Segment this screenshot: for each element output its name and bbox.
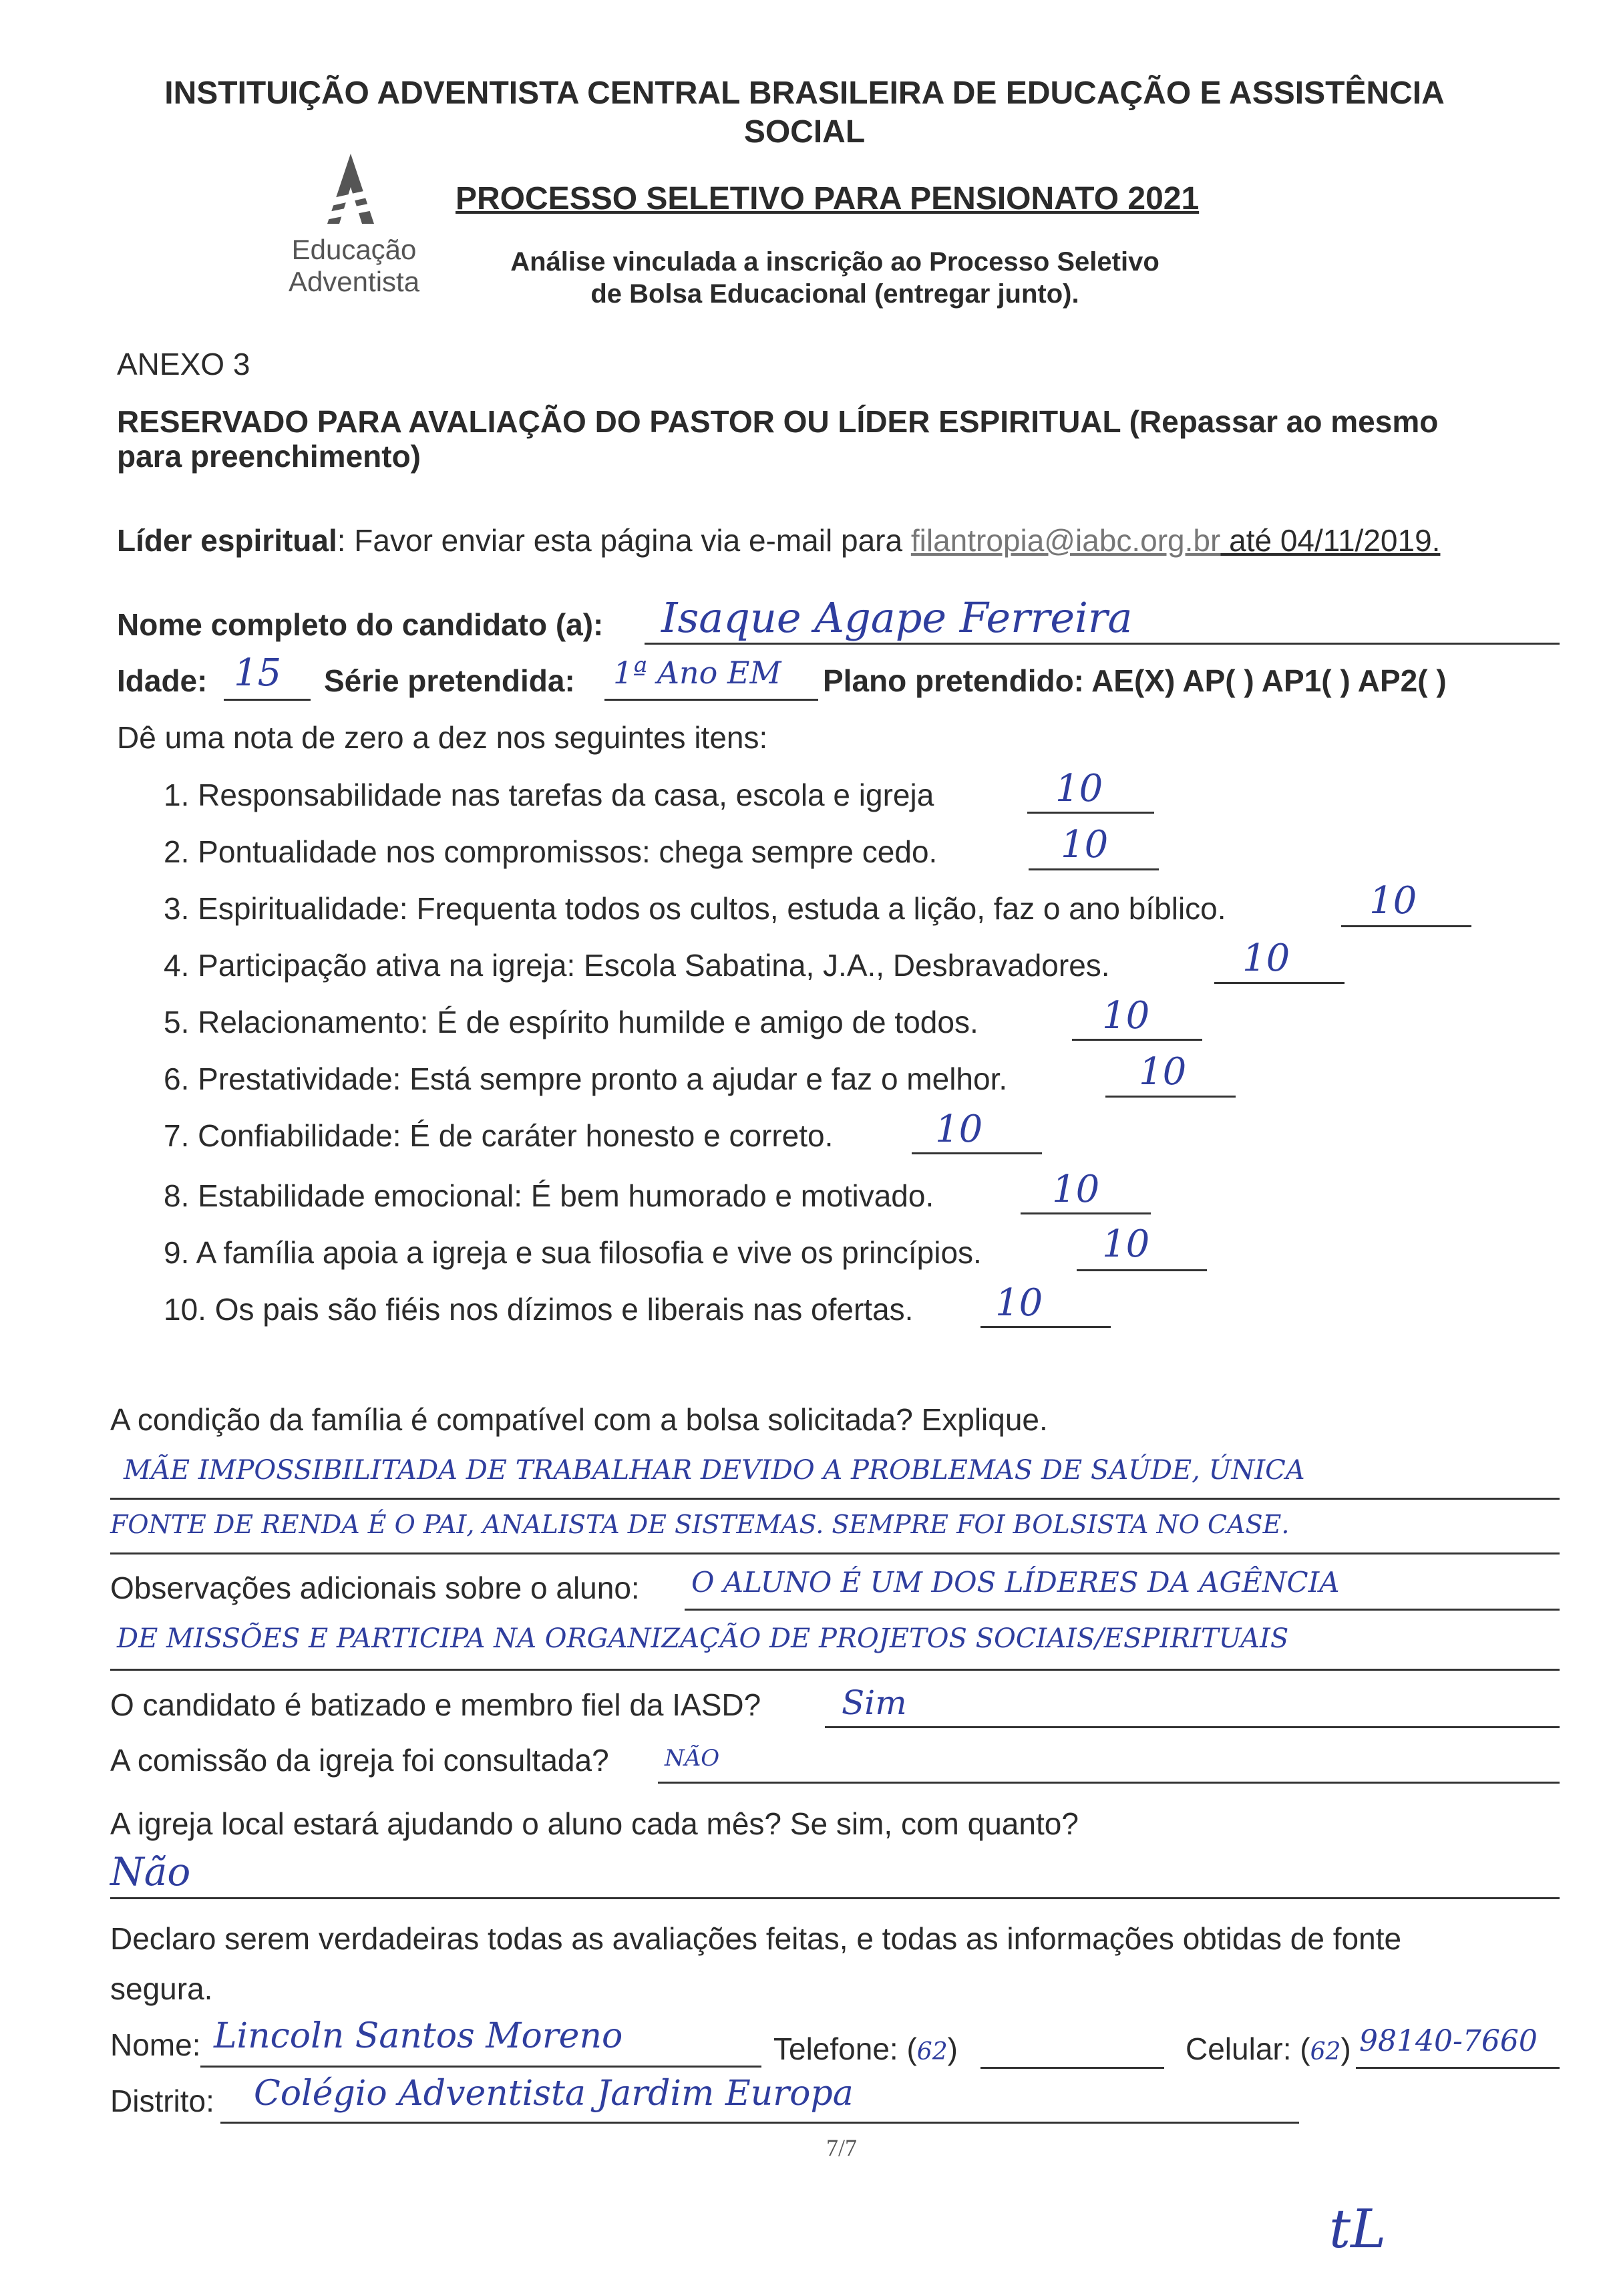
- item-number: 3.: [164, 891, 190, 926]
- candidate-name-value[interactable]: Isaque Agape Ferreira: [661, 593, 1133, 642]
- church-help-line: [110, 1897, 1560, 1899]
- item-text: Pontualidade nos compromissos: chega sempre cedo.: [198, 834, 938, 869]
- score-value[interactable]: 10: [1055, 767, 1103, 810]
- declaration-text-2: segura.: [110, 1971, 213, 2006]
- rating-item: [164, 1178, 934, 1214]
- phone-field: [773, 2031, 958, 2067]
- observations-label: Observações adicionais sobre o aluno:: [110, 1571, 640, 1605]
- grade-line: [604, 699, 818, 701]
- observations-line-1: [685, 1609, 1560, 1611]
- score-line: [1214, 982, 1345, 984]
- score-line: [1027, 812, 1154, 814]
- initials: tL: [1329, 2198, 1387, 2260]
- item-text: Participação ativa na igreja: Escola Sabatina, J.A., Desbravadores.: [198, 948, 1110, 983]
- signer-name-line: [200, 2066, 761, 2068]
- reserved-line-2: para preenchimento): [117, 439, 421, 474]
- signer-name-label: Nome:: [110, 2027, 201, 2062]
- item-text: Prestatividade: Está sempre pronto a ajudar e faz o melhor.: [198, 1061, 1008, 1096]
- family-answer-2[interactable]: FONTE DE RENDA É O PAI, ANALISTA DE SISTEMAS. SEMPRE FOI BOLSISTA NO CASE.: [110, 1510, 1290, 1539]
- plan-ap1[interactable]: AP1( ): [1261, 663, 1351, 698]
- score-line: [980, 1326, 1111, 1328]
- phone-close: ): [947, 2031, 958, 2066]
- cell-label: Celular: (: [1186, 2031, 1310, 2066]
- rating-item: [164, 1004, 978, 1040]
- score-value[interactable]: 10: [1139, 1050, 1187, 1094]
- item-text: Espiritualidade: Frequenta todos os cultos, estuda a lição, faz o ano bíblico.: [198, 891, 1226, 926]
- plan-ap[interactable]: AP( ): [1182, 663, 1254, 698]
- score-line: [912, 1152, 1042, 1154]
- item-number: 4.: [164, 948, 190, 983]
- rating-item: [164, 1291, 913, 1327]
- rating-item: [164, 1061, 1007, 1097]
- score-line: [1077, 1269, 1207, 1271]
- observations-answer-1[interactable]: O ALUNO É UM DOS LÍDERES DA AGÊNCIA: [691, 1566, 1340, 1599]
- item-number: 1.: [164, 778, 190, 812]
- item-text: Os pais são fiéis nos dízimos e liberais nas ofertas.: [214, 1292, 914, 1327]
- reserved-heading: [117, 403, 1438, 440]
- rating-item: [164, 1118, 833, 1154]
- age-label: Idade:: [117, 663, 208, 698]
- item-number: 10.: [164, 1292, 206, 1327]
- plan-label: Plano pretendido:: [823, 663, 1084, 698]
- committee-answer[interactable]: NÃO: [665, 1745, 720, 1772]
- cell-close: ): [1340, 2031, 1351, 2066]
- deadline: até 04/11/2019.: [1220, 523, 1441, 558]
- phone-ddd[interactable]: 62: [916, 2038, 948, 2066]
- institution-title-line2: SOCIAL: [743, 114, 866, 150]
- phone-line: [980, 2067, 1164, 2069]
- reserved-bold: RESERVADO PARA AVALIAÇÃO DO PASTOR OU LÍDER ESPIRITUAL: [117, 404, 1121, 439]
- item-text: Confiabilidade: É de caráter honesto e correto.: [198, 1118, 834, 1153]
- score-value[interactable]: 10: [935, 1108, 983, 1151]
- family-answer-1[interactable]: MÃE IMPOSSIBILITADA DE TRABALHAR DEVIDO A PROBLEMAS DE SAÚDE, ÚNICA: [124, 1455, 1305, 1486]
- item-number: 9.: [164, 1235, 190, 1270]
- score-value[interactable]: 10: [1242, 937, 1290, 980]
- grade-value[interactable]: 1ª Ano EM: [613, 655, 781, 691]
- declaration-text: Declaro serem verdadeiras todas as avaliações feitas, e todas as informações obtidas de fonte: [110, 1921, 1402, 1956]
- score-value[interactable]: 10: [1052, 1168, 1100, 1211]
- page-number: 7/7: [826, 2134, 857, 2161]
- observations-line-2: [110, 1669, 1560, 1671]
- email-link[interactable]: filantropia@iabc.org.br: [910, 523, 1221, 558]
- score-line: [1021, 1212, 1151, 1214]
- plan-row: [823, 663, 1447, 699]
- logo-text-2: Adventista: [288, 266, 420, 297]
- analysis-line-1: Análise vinculada a inscrição ao Processo Seletivo: [510, 247, 1159, 277]
- item-text: Estabilidade emocional: É bem humorado e motivado.: [198, 1178, 934, 1213]
- rating-item: [164, 890, 1226, 927]
- committee-question: A comissão da igreja foi consultada?: [110, 1743, 609, 1778]
- educacao-adventista-logo-icon: [314, 150, 387, 230]
- name-label: Nome completo do candidato (a):: [117, 607, 604, 642]
- family-question: A condição da família é compatível com a bolsa solicitada? Explique.: [110, 1402, 1048, 1437]
- score-value[interactable]: 10: [995, 1281, 1043, 1325]
- score-line: [1341, 925, 1471, 927]
- cell-ddd[interactable]: 62: [1310, 2038, 1341, 2066]
- score-line: [1029, 868, 1159, 870]
- age-line: [224, 699, 311, 701]
- baptized-question: O candidato é batizado e membro fiel da IASD?: [110, 1687, 761, 1722]
- cell-line: [1356, 2067, 1560, 2069]
- church-help-question: A igreja local estará ajudando o aluno cada mês? Se sim, com quanto?: [110, 1806, 1079, 1841]
- item-number: 8.: [164, 1178, 190, 1213]
- item-number: 5.: [164, 1005, 190, 1039]
- family-line-1: [110, 1498, 1560, 1500]
- item-text: Relacionamento: É de espírito humilde e amigo de todos.: [198, 1005, 978, 1039]
- leader-label: Líder espiritual: [117, 523, 337, 558]
- rating-item: [164, 1235, 982, 1271]
- leader-instruction: [117, 522, 1440, 558]
- rating-item: [164, 947, 1110, 983]
- committee-line: [658, 1782, 1560, 1784]
- item-number: 6.: [164, 1061, 190, 1096]
- item-number: 7.: [164, 1118, 190, 1153]
- baptized-line: [825, 1726, 1560, 1728]
- rating-item: [164, 834, 937, 870]
- logo-text-1: Educação: [291, 234, 417, 265]
- score-value[interactable]: 10: [1102, 1222, 1150, 1266]
- district-value[interactable]: Colégio Adventista Jardim Europa: [254, 2074, 854, 2114]
- church-help-answer[interactable]: Não: [110, 1849, 191, 1895]
- process-title: PROCESSO SELETIVO PARA PENSIONATO 2021: [456, 181, 1200, 216]
- signer-name-value[interactable]: Lincoln Santos Moreno: [214, 2016, 623, 2056]
- item-number: 2.: [164, 834, 190, 869]
- score-value[interactable]: 10: [1369, 879, 1417, 923]
- leader-text: : Favor enviar esta página via e-mail para: [337, 523, 911, 558]
- cell-field: [1186, 2031, 1351, 2067]
- name-line: [645, 643, 1560, 645]
- item-text: Responsabilidade nas tarefas da casa, escola e igreja: [198, 778, 934, 812]
- family-line-2: [110, 1552, 1560, 1554]
- observations-answer-2[interactable]: DE MISSÕES E PARTICIPA NA ORGANIZAÇÃO DE PROJETOS SOCIAIS/ESPIRITUAIS: [117, 1623, 1289, 1654]
- score-value[interactable]: 10: [1102, 994, 1150, 1037]
- analysis-line-2: de Bolsa Educacional (entregar junto).: [590, 279, 1079, 309]
- score-line: [1072, 1039, 1202, 1041]
- rating-instruction: Dê uma nota de zero a dez nos seguintes itens:: [117, 720, 768, 755]
- annex-label: ANEXO 3: [117, 347, 250, 381]
- score-value[interactable]: 10: [1061, 823, 1109, 866]
- baptized-answer[interactable]: Sim: [842, 1683, 907, 1722]
- district-label: Distrito:: [110, 2084, 214, 2118]
- plan-ap2[interactable]: AP2( ): [1357, 663, 1447, 698]
- item-text: A família apoia a igreja e sua filosofia e vive os princípios.: [196, 1235, 982, 1270]
- district-line: [220, 2122, 1299, 2124]
- plan-ae[interactable]: AE(X): [1091, 663, 1176, 698]
- rating-item: [164, 777, 934, 813]
- reserved-note: (Repassar ao mesmo: [1120, 404, 1439, 439]
- grade-label: Série pretendida:: [324, 663, 575, 698]
- institution-title: INSTITUIÇÃO ADVENTISTA CENTRAL BRASILEIRA DE EDUCAÇÃO E ASSISTÊNCIA: [164, 75, 1445, 111]
- cell-number[interactable]: 98140-7660: [1359, 2024, 1538, 2058]
- score-line: [1105, 1096, 1236, 1098]
- phone-label: Telefone: (: [773, 2031, 917, 2066]
- age-value[interactable]: 15: [234, 651, 282, 695]
